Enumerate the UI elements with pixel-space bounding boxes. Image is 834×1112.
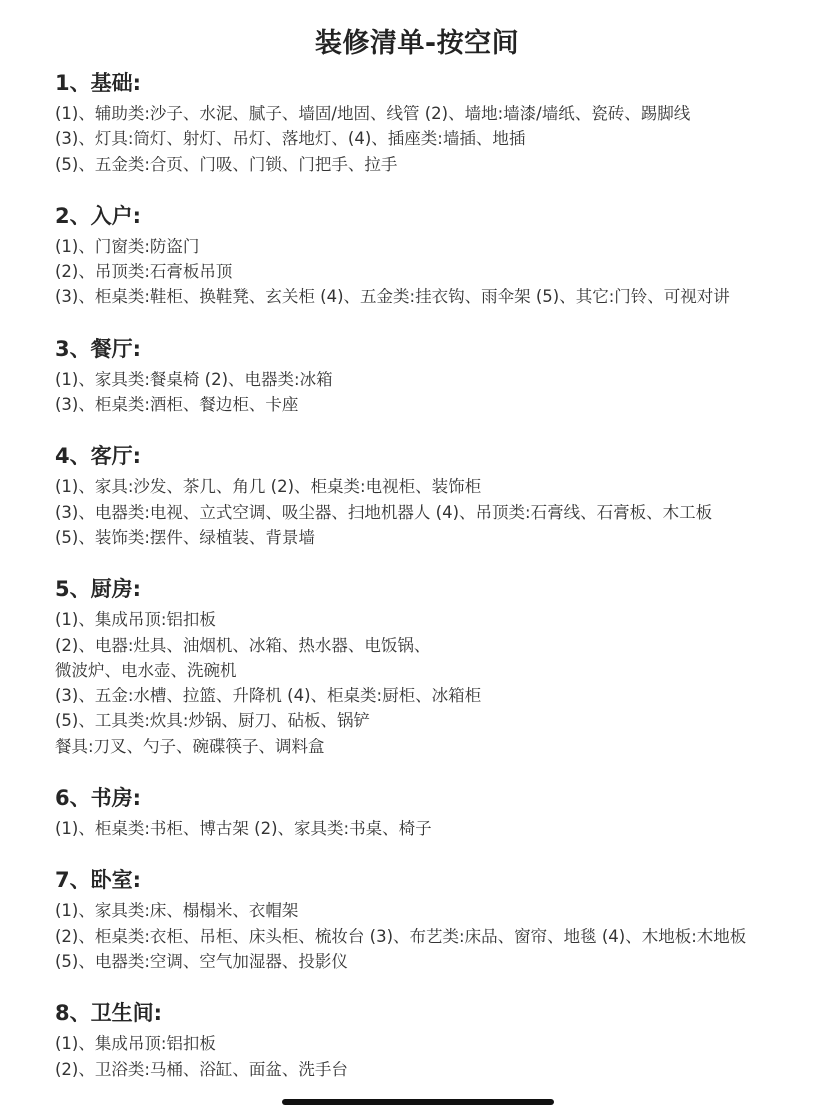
section-heading: 8、卫生间: <box>55 1001 163 1026</box>
list-line: (5)、电器类:空调、空气加湿器、投影仪 <box>55 951 348 971</box>
list-line: (1)、家具:沙发、茶几、角几 (2)、柜桌类:电视柜、装饰柜 <box>55 477 482 497</box>
section-heading: 5、厨房: <box>55 577 142 602</box>
list-line: (3)、柜桌类:酒柜、餐边柜、卡座 <box>55 395 299 415</box>
section-heading: 6、书房: <box>55 786 142 811</box>
list-line: (1)、辅助类:沙子、水泥、腻子、墙固/地固、线管 (2)、墙地:墙漆/墙纸、瓷砖、踢脚线 <box>55 104 691 123</box>
list-line: (1)、柜桌类:书柜、博古架 (2)、家具类:书桌、椅子 <box>55 819 432 839</box>
home-indicator-bar[interactable] <box>282 1099 554 1105</box>
list-line: (1)、集成吊顶:铝扣板 <box>55 1034 216 1054</box>
list-line: (3)、灯具:筒灯、射灯、吊灯、落地灯、(4)、插座类:墙插、地插 <box>55 129 526 149</box>
section-8 <box>55 998 795 1082</box>
list-line: 微波炉、电水壶、洗碗机 <box>55 660 237 680</box>
list-line: (5)、装饰类:摆件、绿植装、背景墙 <box>55 527 315 547</box>
section-heading: 7、卧室: <box>55 868 142 893</box>
section-4 <box>55 441 795 550</box>
list-line: (1)、门窗类:防盗门 <box>55 236 200 256</box>
section-heading: 4、客厅: <box>55 444 142 469</box>
list-line: (2)、柜桌类:衣柜、吊柜、床头柜、梳妆台 (3)、布艺类:床品、窗帘、地毯 (4)、木地板:木地板 <box>55 926 747 946</box>
list-line: (2)、吊顶类:石膏板吊顶 <box>55 262 233 282</box>
page-title: 装修清单-按空间 <box>314 28 520 59</box>
list-line: (1)、家具类:餐桌椅 (2)、电器类:冰箱 <box>55 369 333 389</box>
list-line: (3)、五金:水槽、拉篮、升降机 (4)、柜桌类:厨柜、冰箱柜 <box>55 686 482 706</box>
section-heading: 2、入户: <box>55 203 142 228</box>
section-6 <box>55 783 795 841</box>
list-line: 餐具:刀叉、勺子、碗碟筷子、调料盒 <box>55 736 325 756</box>
list-line: (1)、家具类:床、榻榻米、衣帽架 <box>55 901 299 921</box>
section-7 <box>55 865 795 974</box>
list-line: (1)、集成吊顶:铝扣板 <box>55 610 216 630</box>
list-line: (5)、五金类:合页、门吸、门锁、门把手、拉手 <box>55 154 398 174</box>
list-line: (3)、电器类:电视、立式空调、吸尘器、扫地机器人 (4)、吊顶类:石膏线、石膏板、木工板 <box>55 502 713 522</box>
section-list <box>55 68 795 1106</box>
section-5 <box>55 574 795 759</box>
section-1 <box>55 68 795 177</box>
list-line: (3)、柜桌类:鞋柜、换鞋凳、玄关柜 (4)、五金类:挂衣钩、雨伞架 (5)、其它:门铃、可视对讲 <box>55 287 730 307</box>
section-heading: 3、餐厅: <box>55 336 142 361</box>
section-2 <box>55 201 795 310</box>
list-line: (5)、工具类:炊具:炒锅、厨刀、砧板、锅铲 <box>55 711 370 731</box>
section-3 <box>55 334 795 418</box>
section-heading: 1、基础: <box>55 71 142 95</box>
list-line: (2)、电器:灶具、油烟机、冰箱、热水器、电饭锅、 <box>55 635 431 655</box>
list-line: (2)、卫浴类:马桶、浴缸、面盆、洗手台 <box>55 1059 348 1079</box>
